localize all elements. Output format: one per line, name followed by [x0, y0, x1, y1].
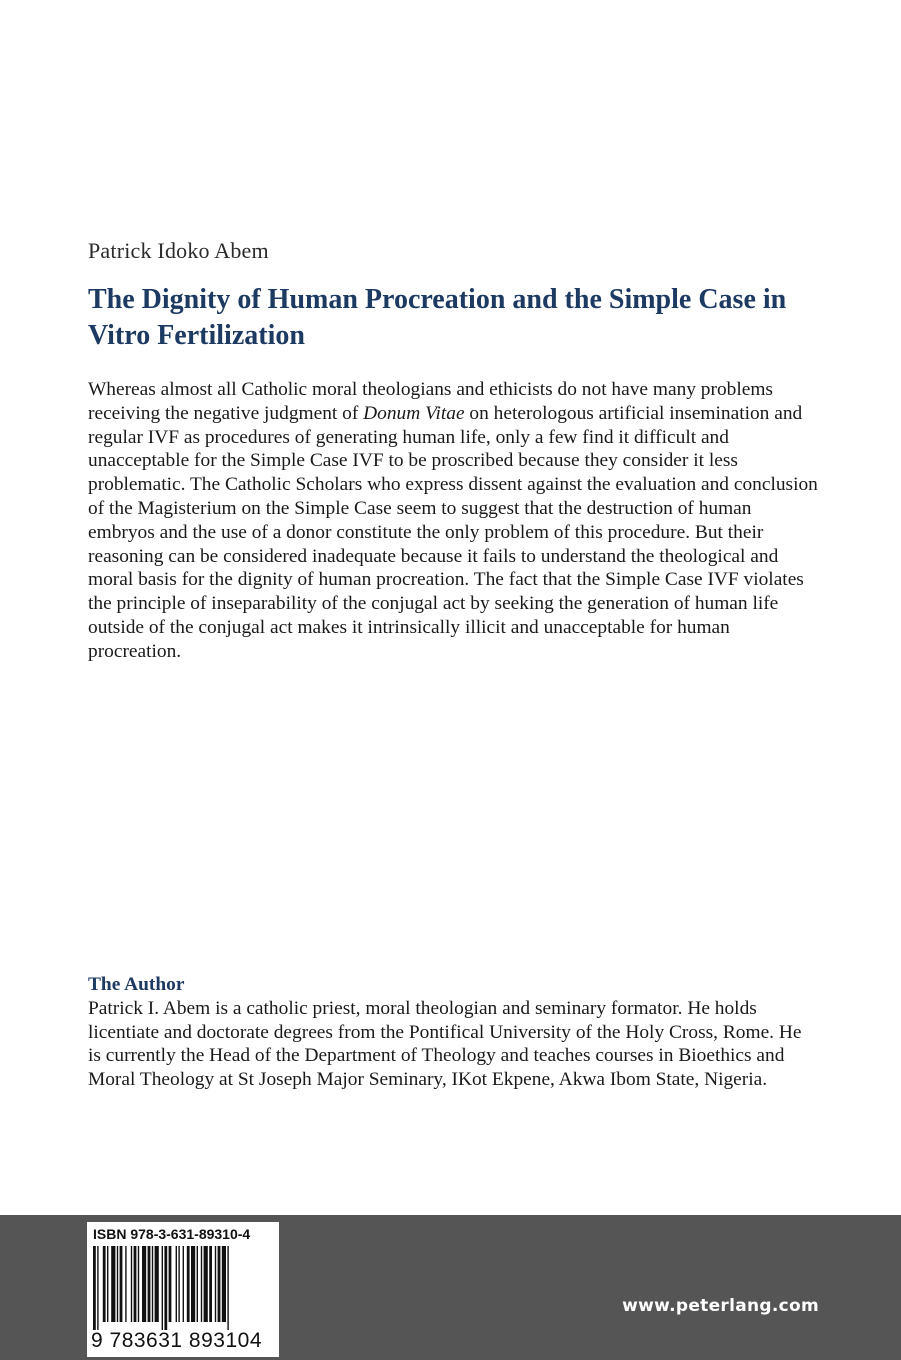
barcode-bar — [152, 1246, 153, 1322]
barcode-bar — [178, 1246, 179, 1322]
barcode-digits: 9 783631 893104 — [91, 1329, 262, 1352]
barcode-bar — [138, 1246, 139, 1322]
author-name: Patrick Idoko Abem — [88, 238, 269, 263]
barcode-bar — [131, 1246, 132, 1322]
about-author-heading: The Author — [88, 974, 185, 995]
barcode-bar — [93, 1246, 96, 1330]
barcode-bar — [134, 1246, 137, 1322]
about-author-section — [88, 973, 818, 1092]
barcode-bar — [176, 1246, 177, 1322]
blurb-text-end: on heterologous artificial insemination and regular IVF as procedures of generating human life, only a few find it difficult and unacceptable for the Simple Case IVF to be proscribed because they consider it less problematic. The Catholic Scholars who express dissent against the evaluation and conclusion of the Magisterium on the Simple Case seem to suggest that the destruction of human embryos and the use of a donor constitute the only problem of this procedure. But their reasoning can be considered inadequate because it fails to understand the theological and moral basis for the dignity of human procreation. The fact that the Simple Case IVF violates the principle of inseparability of the conjugal act by seeking the generation of human life outside of the conjugal act makes it intrinsically illicit and unacceptable for human procreation. — [88, 402, 818, 662]
publisher-website: www.peterlang.com — [622, 1296, 819, 1316]
barcode-bars — [91, 1246, 275, 1330]
barcode-bar — [120, 1246, 123, 1322]
barcode-bar — [183, 1246, 184, 1322]
barcode-bar — [103, 1246, 106, 1322]
isbn-label: ISBN 978-3-631-89310-4 — [93, 1226, 251, 1242]
barcode-bar — [117, 1246, 118, 1322]
isbn-barcode — [87, 1222, 279, 1357]
blurb-text-start: Whereas almost all Catholic moral theologians and ethicists do not have many problems receiving the negative judgment of — [88, 379, 773, 424]
barcode-bar — [148, 1246, 151, 1322]
barcode-bar — [227, 1246, 228, 1330]
barcode-bar — [222, 1246, 226, 1322]
barcode-bar — [164, 1246, 167, 1330]
barcode-bar — [107, 1246, 108, 1322]
barcode-bar — [197, 1246, 198, 1322]
blurb-emphasis: Donum Vitae — [363, 402, 465, 424]
barcode-bar — [187, 1246, 190, 1322]
barcode-bar — [111, 1246, 115, 1322]
book-title: The Dignity of Human Procreation and the Simple Case in Vitro Fertilization — [88, 284, 787, 351]
barcode-bar — [155, 1246, 159, 1322]
barcode-bar — [169, 1246, 172, 1322]
barcode-bar — [215, 1246, 216, 1322]
book-blurb — [88, 378, 818, 664]
about-author-bio: Patrick I. Abem is a catholic priest, moral theologian and seminary formator. He holds licentiate and doctorate degrees from the Pontifical University of the Holy Cross, Rome. He is currently the Head of the Department of Theology and teaches courses in Bioethics and Moral Theology at St Joseph Major Seminary, IKot Ekpene, Akwa Ibom State, Nigeria. — [88, 997, 802, 1091]
barcode-bar — [201, 1246, 202, 1322]
barcode-bar — [162, 1246, 163, 1330]
barcode-bar — [204, 1246, 208, 1322]
barcode-bar — [97, 1246, 98, 1330]
barcode-bar — [209, 1246, 212, 1322]
barcode-bar — [142, 1246, 146, 1322]
barcode-bar — [191, 1246, 195, 1322]
barcode-bar — [218, 1246, 221, 1322]
barcode-bar — [125, 1246, 126, 1322]
